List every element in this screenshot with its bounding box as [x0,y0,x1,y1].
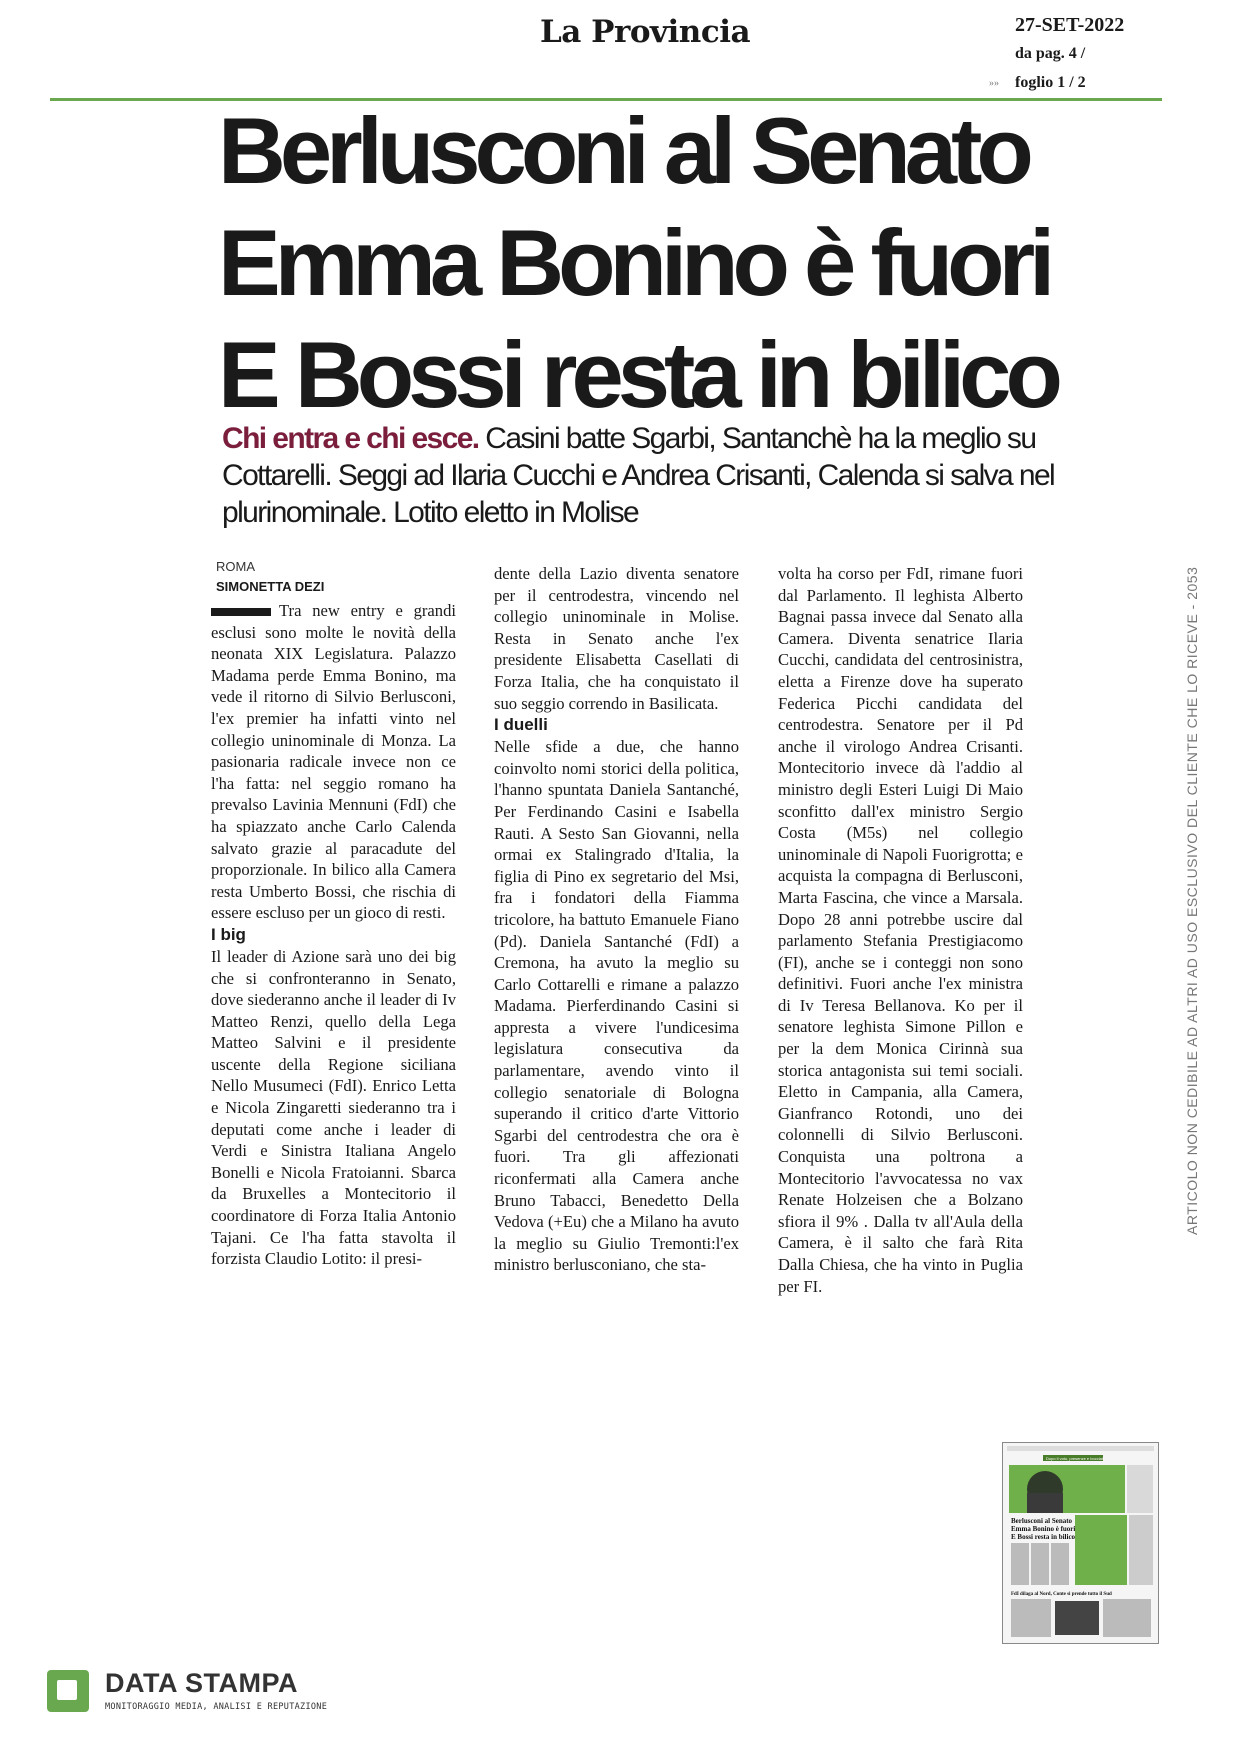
section-heading: I duelli [494,715,548,735]
publication-date: 27-SET-2022 [1015,14,1125,36]
article-column-3 [778,563,1023,1297]
byline: SIMONETTA DEZI [216,579,325,594]
headline-line-2: Emma Bonino è fuori [218,210,1050,315]
article-headline [218,95,1058,431]
article-column-2 [494,563,739,1276]
subhead-text: Casini batte Sgarbi, Santanchè ha la meglio su Cottarelli. Seggi ad Ilaria Cucchi e Andrea Crisanti, Calenda si salva nel plurinominale. Lotito eletto in Molise [222,422,1055,529]
thumbnail-banner: Dopo il voto, presenze e bocciati [1046,1456,1104,1461]
masthead [0,12,1245,91]
logo-icon [47,1670,89,1712]
lead-bar [211,608,271,616]
thumbnail-headline-3: E Bossi resta in bilico [1011,1533,1076,1541]
paragraph: dente della Lazio diventa senatore per il centrodestra, vincendo nel collegio uninominale in Molise. Resta in Senato anche l'ex presidente Elisabetta Casellati di Forza Italia, che ha conquistato il suo seggio correndo in Basilicata. [494,564,739,713]
logo-tagline: MONITORAGGIO MEDIA, ANALISI E REPUTAZIONE [105,1702,328,1712]
arrow-marker: »» [989,78,999,89]
paragraph: Il leader di Azione sarà uno dei big che si confronteranno in Senato, dove siederanno anche il leader di Iv Matteo Renzi, quello della Lega Matteo Salvini e il presidente uscente della Regione siciliana Nello Musumeci (FdI). Enrico Letta e Nicola Zingaretti siederanno tra i deputati come anche i leader di Verdi e Sinistra Italiana Angelo Bonelli e Nicola Fratoianni. Sbarca da Bruxelles a Montecitorio il coordinatore di Forza Italia Antonio Tajani. Ce l'ha fatta stavolta il forzista Claudio Lotito: il presi- [211,946,456,1269]
thumbnail-image [1003,1443,1158,1643]
headline-line-1: Berlusconi al Senato [218,98,1028,203]
thumbnail-bottom-headline: FdI dilaga al Nord, Conte si prende tutto il Sud [1011,1592,1112,1597]
paragraph-text: Tra new entry e grandi esclusi sono molte le novità della neonata XIX Legislatura. Palazzo Madama perde Emma Bonino, ma vede il ritorno di Silvio Berlusconi, l'ex premier ha infatti vinto nel collegio uninominale di Monza. La pasionaria radicale invece non ce l'ha fatta: nel seggio romano ha prevalso Lavinia Mennuni (FdI) che ha spiazzato anche Carlo Calenda salvato grazie al paracadute del proporzionale. In bilico alla Camera resta Umberto Bossi, che rischia di essere escluso per un gioco di resti. [211,601,456,923]
article-subhead [222,420,1062,531]
data-stampa-logo [47,1670,347,1720]
page-thumbnail[interactable] [1002,1442,1159,1644]
copyright-notice: ARTICOLO NON CEDIBILE AD ALTRI AD USO ESCLUSIVO DEL CLIENTE CHE LO RICEVE - 2053 [1184,566,1200,1235]
article-column-1 [211,600,456,1270]
paragraph [211,600,456,924]
thumbnail-headline-2: Emma Bonino è fuori [1011,1525,1076,1533]
dateline: ROMA [216,559,255,574]
subhead-lead: Chi entra e chi esce. [222,422,479,455]
logo-name: DATA STAMPA [105,1668,298,1698]
newspaper-name: La Provincia [540,14,751,50]
page-reference: da pag. 4 / [1015,45,1086,62]
section-heading: I big [211,924,246,944]
sheet-reference: foglio 1 / 2 [1015,74,1086,91]
thumbnail-headline-1: Berlusconi al Senato [1011,1517,1073,1525]
paragraph: volta ha corso per FdI, rimane fuori dal Parlamento. Il leghista Alberto Bagnai passa invece dal Senato alla Camera. Diventa senatrice Ilaria Cucchi, candidata del centrosinistra, eletta a Firenze dove ha superato Federica Picchi candidata del centrodestra. Senatore per il Pd anche il virologo Andrea Crisanti. Montecitorio invece dà l'addio al ministro degli Esteri Luigi Di Maio sconfitto dall'ex ministro Sergio Costa (M5s) nel collegio uninominale di Napoli Fuorigrotta; e acquista la compagna di Berlusconi, Marta Fascina, che vince a Marsala. Dopo 28 anni potrebbe uscire dal parlamento Stefania Prestigiacomo (FI), anche se i conteggi non sono definitivi. Fuori anche l'ex ministra di Iv Teresa Bellanova. Ko per il senatore leghista Simone Pillon e per la dem Monica Cirinnà sua storica antagonista sui temi sociali. Eletto in Campania, alla Camera, Gianfranco Rotondi, uno dei colonnelli di Silvio Berlusconi. Conquista una poltrona a Montecitorio l'avvocatessa no vax Renate Holzeisen che a Bolzano sfiora il 9% . Dalla tv all'Aula della Camera, è il salto che farà Rita Dalla Chiesa, che ha vinto in Puglia per FI. [778,564,1023,1296]
paragraph: Nelle sfide a due, che hanno coinvolto nomi storici della politica, l'hanno spuntata Daniela Santanché, Per Ferdinando Casini e Isabella Rauti. A Sesto San Giovanni, nella ormai ex Stalingrado d'Italia, la figlia di Pino ex segretario del Msi, fra i fondatori della Fiamma tricolore, ha battuto Emanuele Fiano (Pd). Daniela Santanché (FdI) a Cremona, ha avuto la meglio su Carlo Cottarelli e rimane a palazzo Madama. Pierferdinando Casini si appresta a vivere l'undicesima legislatura consecutiva da parlamentare, avendo vinto il collegio senatoriale di Bologna superando il critico d'arte Vittorio Sgarbi del centrodestra che ora è fuori. Tra gli affezionati riconfermati alla Camera anche Bruno Tabacci, Benedetto Della Vedova (+Eu) che a Milano ha avuto la meglio su Giulio Tremonti:l'ex ministro berlusconiano, che sta- [494,737,739,1275]
headline-line-3: E Bossi resta in bilico [218,322,1057,427]
